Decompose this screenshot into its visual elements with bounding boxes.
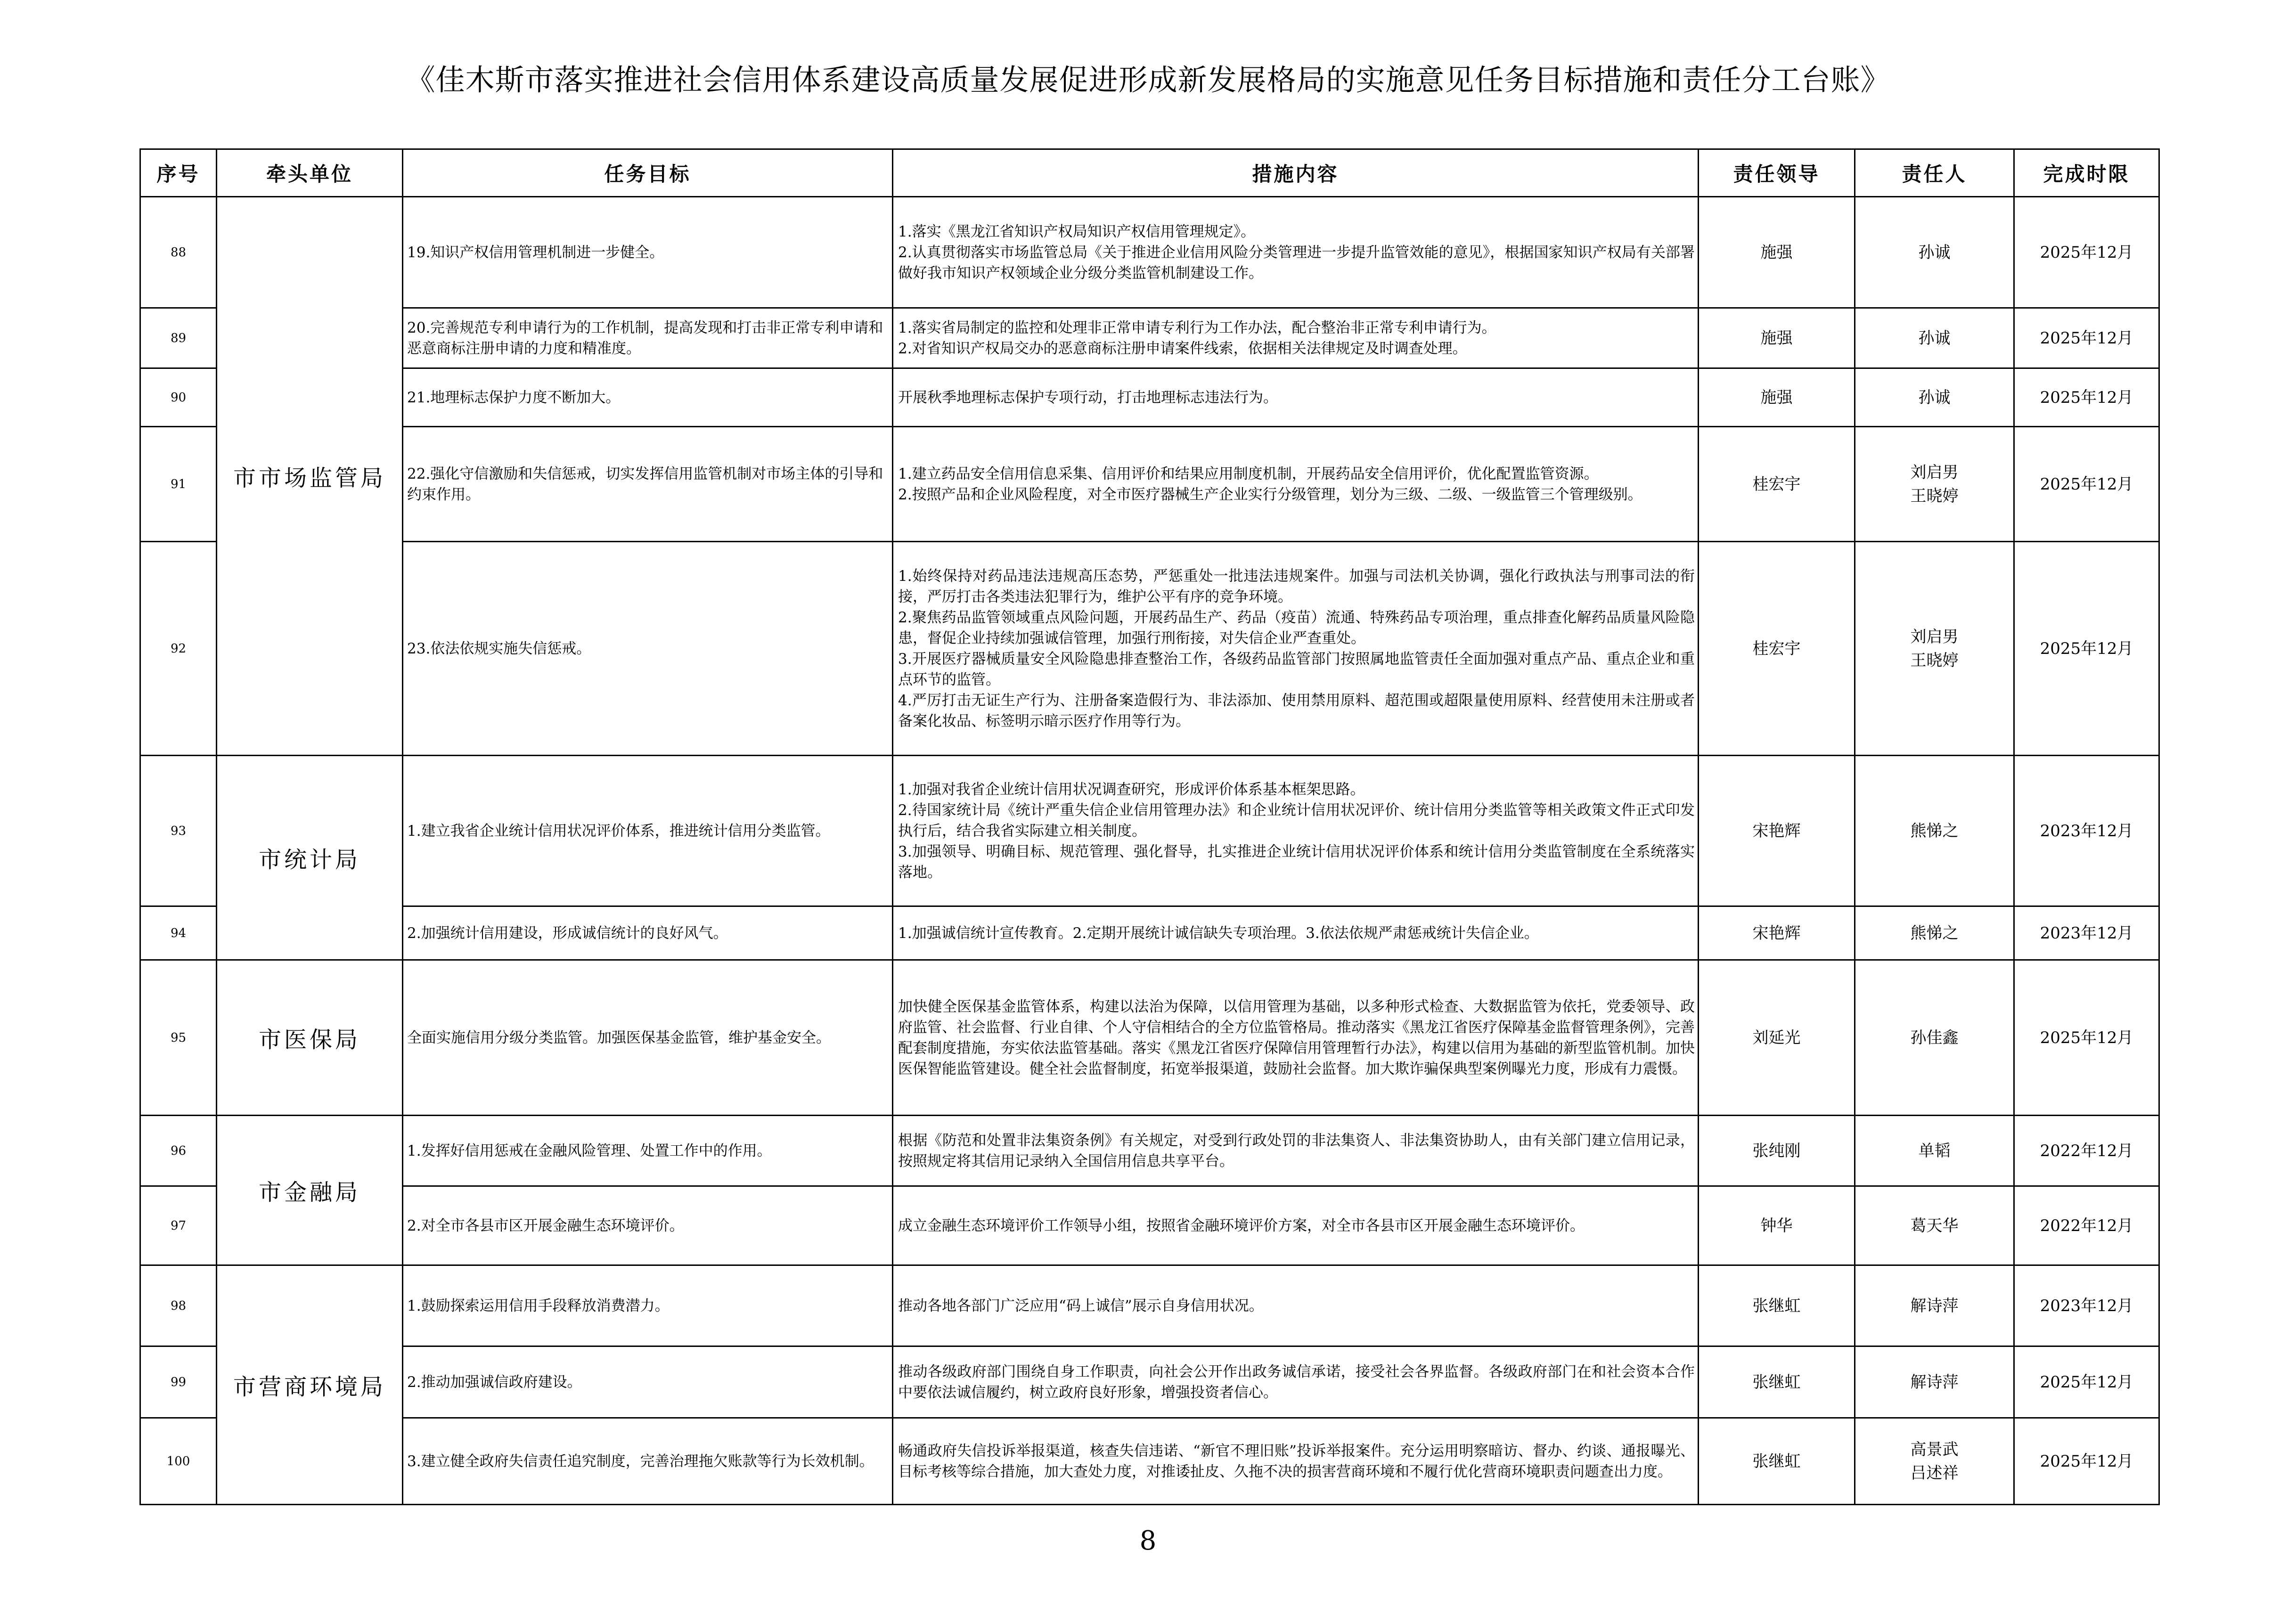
leader-cell	[1699, 427, 1855, 542]
deadline-cell: 2025年12月	[2014, 960, 2159, 1116]
measure-line: 成立金融生态环境评价工作领导小组，按照省金融环境评价方案，对全市各县市区开展金融生态环境评价。	[898, 1217, 1585, 1234]
measure-cell	[893, 427, 1699, 542]
row-seq: 94	[140, 906, 217, 960]
deadline-cell: 2025年12月	[2014, 427, 2159, 542]
table-row	[140, 308, 2159, 368]
deadline-cell: 2023年12月	[2014, 756, 2159, 906]
measure-line: 畅通政府失信投诉举报渠道，核查失信违诺、“新官不理旧账”投诉举报案件。充分运用明察暗访、督办、约谈、通报曝光、目标考核等综合措施，加大查处力度，对推诿扯皮、久拖不决的损害营商环境和不履行优化营商环境职责问题查出力度。	[898, 1442, 1695, 1480]
header-owner: 责任人	[1855, 149, 2014, 197]
leader-name: 施强	[1760, 388, 1793, 407]
dept-cell: 市营商环境局	[217, 1265, 403, 1505]
dept-cell: 市市场监管局	[217, 197, 403, 756]
owner-cell	[1855, 1265, 2014, 1346]
table-row	[140, 427, 2159, 542]
table-row	[140, 906, 2159, 960]
task-goal-cell: 1.建立我省企业统计信用状况评价体系，推进统计信用分类监管。	[403, 756, 893, 906]
owner-name: 孙佳鑫	[1910, 1028, 1959, 1047]
owner-name: 孙诚	[1918, 243, 1951, 262]
owner-name: 孙诚	[1918, 328, 1951, 348]
leader-cell	[1699, 197, 1855, 308]
measure-line: 1.加强诚信统计宣传教育。2.定期开展统计诚信缺失专项治理。3.依法依规严肃惩戒统计失信企业。	[898, 924, 1539, 942]
dept-cell: 市统计局	[217, 756, 403, 960]
deadline-cell: 2025年12月	[2014, 542, 2159, 756]
owner-name: 王晓婷	[1910, 486, 1959, 506]
header-leader: 责任领导	[1699, 149, 1855, 197]
leader-name: 宋艳辉	[1752, 923, 1801, 943]
measure-line: 2.聚焦药品监管领域重点风险问题，开展药品生产、药品（疫苗）流通、特殊药品专项治理，重点排查化解药品质量风险隐患，督促企业持续加强诚信管理，加强行刑衔接，对失信企业严查重处。	[898, 609, 1695, 647]
measure-cell	[893, 197, 1699, 308]
owner-cell	[1855, 542, 2014, 756]
table-row	[140, 1265, 2159, 1346]
dept-cell: 市医保局	[217, 960, 403, 1116]
leader-name: 宋艳辉	[1752, 821, 1801, 840]
table-row	[140, 542, 2159, 756]
measure-cell	[893, 756, 1699, 906]
owner-name: 熊悌之	[1910, 821, 1959, 840]
row-seq: 89	[140, 308, 217, 368]
measure-cell	[893, 1346, 1699, 1418]
measure-cell	[893, 1418, 1699, 1505]
measure-cell	[893, 960, 1699, 1116]
leader-name: 张继虹	[1752, 1372, 1801, 1392]
measure-line: 4.严厉打击无证生产行为、注册备案造假行为、非法添加、使用禁用原料、超范围或超限量使用原料、经营使用未注册或者备案化妆品、标签明示暗示医疗作用等行为。	[898, 692, 1695, 730]
row-seq: 90	[140, 368, 217, 427]
header-goal: 任务目标	[403, 149, 893, 197]
owner-name: 解诗萍	[1910, 1372, 1959, 1392]
measure-line: 3.加强领导、明确目标、规范管理、强化督导，扎实推进企业统计信用状况评价体系和统计信用分类监管制度在全系统落实落地。	[898, 843, 1695, 881]
deadline-cell: 2025年12月	[2014, 308, 2159, 368]
deadline-cell: 2022年12月	[2014, 1186, 2159, 1265]
owner-name: 熊悌之	[1910, 923, 1959, 943]
measure-line: 1.落实《黑龙江省知识产权局知识产权信用管理规定》。	[898, 223, 1256, 240]
row-seq: 97	[140, 1186, 217, 1265]
table-row	[140, 368, 2159, 427]
owner-cell	[1855, 368, 2014, 427]
task-ledger-table	[139, 148, 2160, 1505]
table-row	[140, 756, 2159, 906]
measure-line: 推动各级政府部门围绕自身工作职责，向社会公开作出政务诚信承诺，接受社会各界监督。各级政府部门在和社会资本合作中要依法诚信履约，树立政府良好形象，增强投资者信心。	[898, 1363, 1695, 1401]
measure-cell	[893, 1186, 1699, 1265]
measure-line: 加快健全医保基金监管体系，构建以法治为保障，以信用管理为基础，以多种形式检查、大数据监管为依托，党委领导、政府监管、社会监督、行业自律、个人守信相结合的全方位监管格局。推动落实《黑龙江省医疗保障基金监督管理条例》，完善配套制度措施，夯实依法监管基础。落实《黑龙江省医疗保障信用管理暂行办法》，构建以信用为基础的新型监管机制。加快医保智能监管建设。健全社会监督制度，拓宽举报渠道，鼓励社会监督。加大欺诈骗保典型案例曝光力度，形成有力震慑。	[898, 998, 1695, 1077]
leader-cell	[1699, 906, 1855, 960]
task-goal-cell: 1.鼓励探索运用信用手段释放消费潜力。	[403, 1265, 893, 1346]
leader-cell	[1699, 1186, 1855, 1265]
row-seq: 98	[140, 1265, 217, 1346]
measure-cell	[893, 368, 1699, 427]
header-row	[140, 149, 2159, 197]
leader-name: 施强	[1760, 328, 1793, 348]
row-seq: 93	[140, 756, 217, 906]
measure-line: 开展秋季地理标志保护专项行动，打击地理标志违法行为。	[898, 389, 1278, 406]
owner-name: 吕述祥	[1910, 1463, 1959, 1483]
task-goal-cell: 2.推动加强诚信政府建设。	[403, 1346, 893, 1418]
measure-line: 根据《防范和处置非法集资条例》有关规定，对受到行政处罚的非法集资人、非法集资协助人，由有关部门建立信用记录，按照规定将其信用记录纳入全国信用信息共享平台。	[898, 1132, 1695, 1170]
owner-name: 刘启男	[1910, 463, 1959, 482]
owner-name: 葛天华	[1910, 1216, 1959, 1235]
owner-cell	[1855, 756, 2014, 906]
measure-line: 1.建立药品安全信用信息采集、信用评价和结果应用制度机制，开展药品安全信用评价，优化配置监管资源。	[898, 465, 1599, 482]
deadline-cell: 2023年12月	[2014, 1265, 2159, 1346]
owner-cell	[1855, 1346, 2014, 1418]
leader-cell	[1699, 960, 1855, 1116]
leader-name: 张继虹	[1752, 1452, 1801, 1471]
header-measure: 措施内容	[893, 149, 1699, 197]
table-row	[140, 960, 2159, 1116]
owner-cell	[1855, 427, 2014, 542]
measure-cell	[893, 906, 1699, 960]
leader-name: 桂宏宇	[1752, 639, 1801, 658]
deadline-cell: 2022年12月	[2014, 1116, 2159, 1186]
header-seq: 序号	[140, 149, 217, 197]
owner-cell	[1855, 1418, 2014, 1505]
task-goal-cell: 22.强化守信激励和失信惩戒，切实发挥信用监管机制对市场主体的引导和约束作用。	[403, 427, 893, 542]
measure-line: 推动各地各部门广泛应用“码上诚信”展示自身信用状况。	[898, 1297, 1264, 1314]
measure-cell	[893, 542, 1699, 756]
task-goal-cell: 3.建立健全政府失信责任追究制度，完善治理拖欠账款等行为长效机制。	[403, 1418, 893, 1505]
measure-line: 2.对省知识产权局交办的恶意商标注册申请案件线索，依据相关法律规定及时调查处理。	[898, 340, 1467, 357]
row-seq: 96	[140, 1116, 217, 1186]
measure-line: 1.始终保持对药品违法违规高压态势，严惩重处一批违法违规案件。加强与司法机关协调，强化行政执法与刑事司法的衔接，严厉打击各类违法犯罪行为，维护公平有序的竞争环境。	[898, 567, 1695, 605]
table-row	[140, 1116, 2159, 1186]
leader-name: 张继虹	[1752, 1296, 1801, 1315]
header-dept: 牵头单位	[217, 149, 403, 197]
deadline-cell: 2025年12月	[2014, 368, 2159, 427]
row-seq: 92	[140, 542, 217, 756]
row-seq: 88	[140, 197, 217, 308]
measure-line: 1.落实省局制定的监控和处理非正常申请专利行为工作办法，配合整治非正常专利申请行为。	[898, 319, 1496, 336]
owner-cell	[1855, 197, 2014, 308]
owner-cell	[1855, 1116, 2014, 1186]
measure-line: 3.开展医疗器械质量安全风险隐患排查整治工作，各级药品监管部门按照属地监管责任全面加强对重点产品、重点企业和重点环节的监管。	[898, 650, 1695, 688]
leader-cell	[1699, 756, 1855, 906]
table-row	[140, 1186, 2159, 1265]
leader-cell	[1699, 1116, 1855, 1186]
task-goal-cell: 23.依法依规实施失信惩戒。	[403, 542, 893, 756]
leader-name: 钟华	[1760, 1216, 1793, 1235]
row-seq: 91	[140, 427, 217, 542]
document-title: 《佳木斯市落实推进社会信用体系建设高质量发展促进形成新发展格局的实施意见任务目标措施和责任分工台账》	[406, 63, 1890, 97]
deadline-cell: 2025年12月	[2014, 197, 2159, 308]
dept-cell: 市金融局	[217, 1116, 403, 1265]
leader-cell	[1699, 368, 1855, 427]
measure-line: 2.待国家统计局《统计严重失信企业信用管理办法》和企业统计信用状况评价、统计信用分类监管等相关政策文件正式印发执行后，结合我省实际建立相关制度。	[898, 801, 1695, 840]
row-seq: 100	[140, 1418, 217, 1505]
owner-cell	[1855, 308, 2014, 368]
task-goal-cell: 全面实施信用分级分类监管。加强医保基金监管，维护基金安全。	[403, 960, 893, 1116]
leader-cell	[1699, 542, 1855, 756]
owner-name: 高景武	[1910, 1440, 1959, 1459]
deadline-cell: 2025年12月	[2014, 1346, 2159, 1418]
measure-line: 2.认真贯彻落实市场监管总局《关于推进企业信用风险分类管理进一步提升监管效能的意见》，根据国家知识产权局有关部署做好我市知识产权领域企业分级分类监管机制建设工作。	[898, 244, 1695, 282]
deadline-cell: 2025年12月	[2014, 1418, 2159, 1505]
leader-name: 刘延光	[1752, 1028, 1801, 1047]
row-seq: 99	[140, 1346, 217, 1418]
measure-cell	[893, 1265, 1699, 1346]
task-goal-cell: 2.加强统计信用建设，形成诚信统计的良好风气。	[403, 906, 893, 960]
leader-name: 施强	[1760, 243, 1793, 262]
measure-cell	[893, 1116, 1699, 1186]
task-goal-cell: 20.完善规范专利申请行为的工作机制，提高发现和打击非正常专利申请和恶意商标注册申请的力度和精准度。	[403, 308, 893, 368]
header-deadline: 完成时限	[2014, 149, 2159, 197]
owner-cell	[1855, 960, 2014, 1116]
task-goal-cell: 1.发挥好信用惩戒在金融风险管理、处置工作中的作用。	[403, 1116, 893, 1186]
measure-line: 2.按照产品和企业风险程度，对全市医疗器械生产企业实行分级管理，划分为三级、二级、一级监管三个管理级别。	[898, 486, 1642, 503]
owner-name: 刘启男	[1910, 627, 1959, 646]
ledger-body	[140, 197, 2159, 1505]
measure-line: 1.加强对我省企业统计信用状况调查研究，形成评价体系基本框架思路。	[898, 781, 1365, 798]
owner-cell	[1855, 1186, 2014, 1265]
owner-name: 解诗萍	[1910, 1296, 1959, 1315]
leader-cell	[1699, 1418, 1855, 1505]
table-row	[140, 197, 2159, 308]
leader-name: 张纯刚	[1752, 1141, 1801, 1160]
owner-name: 孙诚	[1918, 388, 1951, 407]
owner-name: 单韬	[1918, 1141, 1951, 1160]
deadline-cell: 2023年12月	[2014, 906, 2159, 960]
task-goal-cell: 21.地理标志保护力度不断加大。	[403, 368, 893, 427]
row-seq: 95	[140, 960, 217, 1116]
leader-cell	[1699, 1265, 1855, 1346]
leader-cell	[1699, 308, 1855, 368]
leader-cell	[1699, 1346, 1855, 1418]
owner-cell	[1855, 906, 2014, 960]
owner-name: 王晓婷	[1910, 651, 1959, 670]
table-row	[140, 1418, 2159, 1505]
table-row	[140, 1346, 2159, 1418]
task-goal-cell: 2.对全市各县市区开展金融生态环境评价。	[403, 1186, 893, 1265]
leader-name: 桂宏宇	[1752, 474, 1801, 494]
measure-cell	[893, 308, 1699, 368]
task-goal-cell: 19.知识产权信用管理机制进一步健全。	[403, 197, 893, 308]
page-number: 8	[1139, 1525, 1157, 1556]
